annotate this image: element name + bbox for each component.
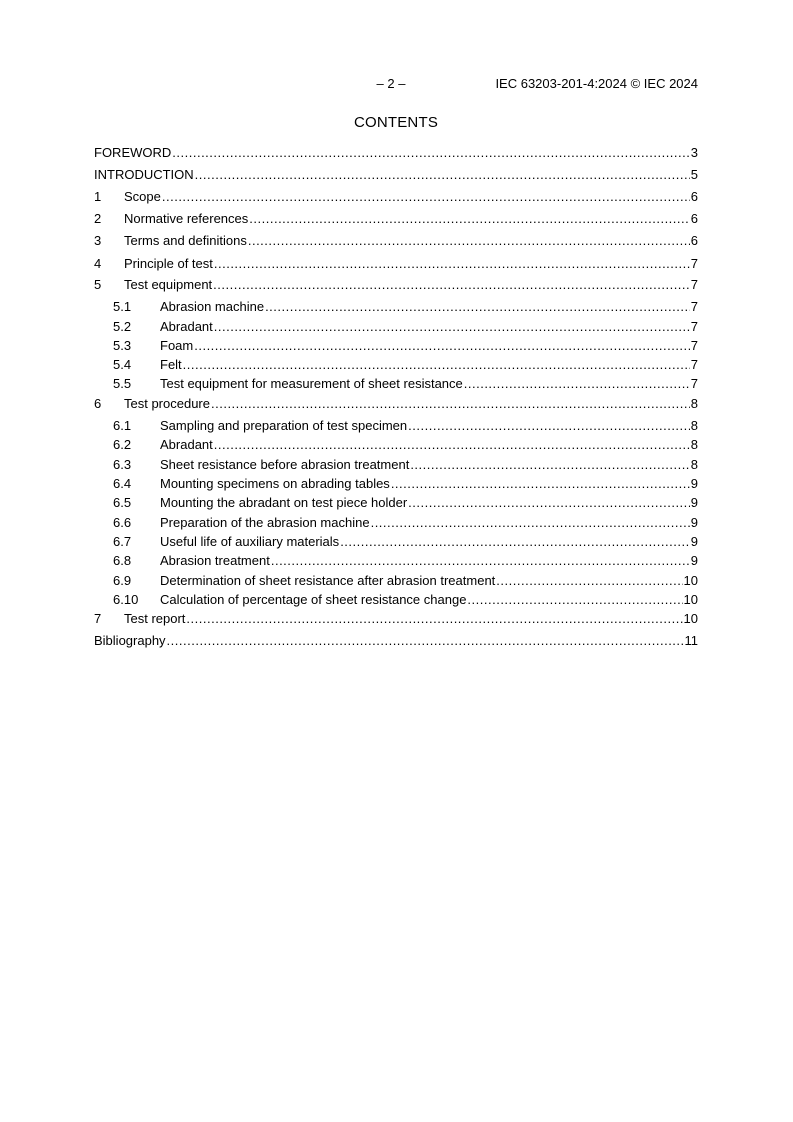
toc-entry[interactable] xyxy=(94,375,698,393)
toc-page-number: 6 xyxy=(690,189,698,204)
toc-section-title: INTRODUCTION xyxy=(94,167,194,182)
toc-entry[interactable] xyxy=(94,456,698,474)
toc-dot-leader xyxy=(371,514,690,532)
toc-section-title: Test report xyxy=(124,611,186,626)
toc-section-title: Abrasion machine xyxy=(160,299,265,314)
toc-entry[interactable] xyxy=(94,210,698,228)
toc-section-title: Abradant xyxy=(160,437,213,452)
toc-section-number: 6.5 xyxy=(113,495,132,510)
toc-dot-leader xyxy=(340,533,690,551)
toc-section-title: Test procedure xyxy=(124,396,210,411)
toc-section-title: Sheet resistance before abrasion treatment xyxy=(160,457,410,472)
toc-section-number: 2 xyxy=(94,211,102,226)
toc-dot-leader xyxy=(271,552,690,570)
toc-entry[interactable] xyxy=(94,255,698,273)
toc-page-number: 10 xyxy=(683,592,698,607)
toc-dot-leader xyxy=(213,276,690,294)
toc-entry[interactable] xyxy=(94,144,698,162)
toc-entry[interactable] xyxy=(94,188,698,206)
toc-page-number: 9 xyxy=(690,553,698,568)
toc-section-number: 6.8 xyxy=(113,553,132,568)
toc-page-number: 11 xyxy=(684,633,698,648)
page-number: – 2 – xyxy=(376,76,406,91)
toc-section-title: Scope xyxy=(124,189,161,204)
toc-page-number: 7 xyxy=(690,376,698,391)
toc-dot-leader xyxy=(391,475,690,493)
toc-section-title: Felt xyxy=(160,357,182,372)
toc-entry[interactable] xyxy=(94,166,698,184)
toc-page-number: 7 xyxy=(690,357,698,372)
toc-section-number: 4 xyxy=(94,256,102,271)
toc-section-number: 5.4 xyxy=(113,357,132,372)
toc-entry[interactable] xyxy=(94,395,698,413)
toc-section-title: Preparation of the abrasion machine xyxy=(160,515,370,530)
toc-section-number: 5 xyxy=(94,277,102,292)
toc-page-number: 8 xyxy=(690,457,698,472)
toc-entry[interactable] xyxy=(94,232,698,250)
toc-section-number: 1 xyxy=(94,189,102,204)
toc-section-title: Calculation of percentage of sheet resistance change xyxy=(160,592,467,607)
toc-page-number: 9 xyxy=(690,495,698,510)
toc-page-number: 8 xyxy=(690,396,698,411)
toc-entry[interactable] xyxy=(94,632,698,650)
toc-page-number: 8 xyxy=(690,418,698,433)
toc-dot-leader xyxy=(496,572,682,590)
toc-page-number: 7 xyxy=(690,277,698,292)
toc-entry[interactable] xyxy=(94,436,698,454)
toc-page-number: 9 xyxy=(690,476,698,491)
toc-dot-leader xyxy=(211,395,690,413)
toc-entry[interactable] xyxy=(94,417,698,435)
toc-entry[interactable] xyxy=(94,533,698,551)
toc-page-number: 9 xyxy=(690,534,698,549)
toc-page-number: 7 xyxy=(690,299,698,314)
toc-page-number: 6 xyxy=(690,211,698,226)
toc-entry[interactable] xyxy=(94,514,698,532)
toc-section-number: 6 xyxy=(94,396,102,411)
contents-heading: CONTENTS xyxy=(353,114,439,131)
toc-entry[interactable] xyxy=(94,337,698,355)
toc-section-title: Useful life of auxiliary materials xyxy=(160,534,340,549)
toc-entry[interactable] xyxy=(94,494,698,512)
toc-dot-leader xyxy=(214,255,690,273)
toc-dot-leader xyxy=(408,494,690,512)
toc-section-number: 6.6 xyxy=(113,515,132,530)
toc-entry[interactable] xyxy=(94,591,698,609)
toc-entry[interactable] xyxy=(94,572,698,590)
toc-section-title: Bibliography xyxy=(94,633,166,648)
toc-dot-leader xyxy=(265,298,690,316)
toc-section-number: 6.2 xyxy=(113,437,132,452)
toc-dot-leader xyxy=(172,144,689,162)
toc-page-number: 10 xyxy=(683,611,698,626)
toc-page-number: 6 xyxy=(690,233,698,248)
toc-entry[interactable] xyxy=(94,276,698,294)
toc-section-title: Test equipment xyxy=(124,277,213,292)
toc-section-title: Sampling and preparation of test specimen xyxy=(160,418,408,433)
toc-page-number: 7 xyxy=(690,319,698,334)
toc-section-title: Foam xyxy=(160,338,194,353)
toc-dot-leader xyxy=(464,375,690,393)
toc-section-number: 5.3 xyxy=(113,338,132,353)
toc-entry[interactable] xyxy=(94,298,698,316)
toc-dot-leader xyxy=(194,337,690,355)
toc-section-number: 6.3 xyxy=(113,457,132,472)
toc-section-number: 6.7 xyxy=(113,534,132,549)
toc-section-number: 6.1 xyxy=(113,418,132,433)
toc-section-number: 6.4 xyxy=(113,476,132,491)
toc-section-title: Abrasion treatment xyxy=(160,553,270,568)
toc-section-number: 7 xyxy=(94,611,102,626)
toc-section-number: 5.2 xyxy=(113,319,132,334)
toc-section-title: Mounting the abradant on test piece holder xyxy=(160,495,408,510)
toc-page-number: 5 xyxy=(690,167,698,182)
toc-section-title: Terms and definitions xyxy=(124,233,247,248)
toc-dot-leader xyxy=(214,318,690,336)
document-identifier: IEC 63203-201-4:2024 © IEC 2024 xyxy=(495,76,698,91)
toc-page-number: 7 xyxy=(690,338,698,353)
toc-dot-leader xyxy=(183,356,690,374)
toc-dot-leader xyxy=(214,436,690,454)
toc-section-title: Principle of test xyxy=(124,256,213,271)
toc-entry[interactable] xyxy=(94,356,698,374)
toc-dot-leader xyxy=(186,610,682,628)
page-header xyxy=(94,76,698,92)
toc-section-number: 3 xyxy=(94,233,102,248)
toc-dot-leader xyxy=(410,456,689,474)
toc-section-title: Determination of sheet resistance after abrasion treatment xyxy=(160,573,496,588)
toc-page-number: 8 xyxy=(690,437,698,452)
toc-dot-leader xyxy=(467,591,682,609)
toc-entry[interactable] xyxy=(94,610,698,628)
toc-dot-leader xyxy=(249,210,689,228)
toc-dot-leader xyxy=(248,232,690,250)
toc-entry[interactable] xyxy=(94,318,698,336)
toc-dot-leader xyxy=(162,188,690,206)
toc-dot-leader xyxy=(195,166,690,184)
toc-section-number: 5.1 xyxy=(113,299,132,314)
toc-page-number: 9 xyxy=(690,515,698,530)
toc-section-title: FOREWORD xyxy=(94,145,172,160)
toc-section-number: 6.9 xyxy=(113,573,132,588)
toc-page-number: 10 xyxy=(683,573,698,588)
toc-section-title: Mounting specimens on abrading tables xyxy=(160,476,390,491)
toc-section-title: Abradant xyxy=(160,319,213,334)
toc-section-number: 5.5 xyxy=(113,376,132,391)
toc-section-number: 6.10 xyxy=(113,592,139,607)
toc-page-number: 7 xyxy=(690,256,698,271)
toc-page-number: 3 xyxy=(690,145,698,160)
toc-dot-leader xyxy=(167,632,684,650)
toc-entry[interactable] xyxy=(94,552,698,570)
toc-section-title: Test equipment for measurement of sheet resistance xyxy=(160,376,463,391)
toc-entry[interactable] xyxy=(94,475,698,493)
toc-dot-leader xyxy=(408,417,690,435)
toc-section-title: Normative references xyxy=(124,211,249,226)
